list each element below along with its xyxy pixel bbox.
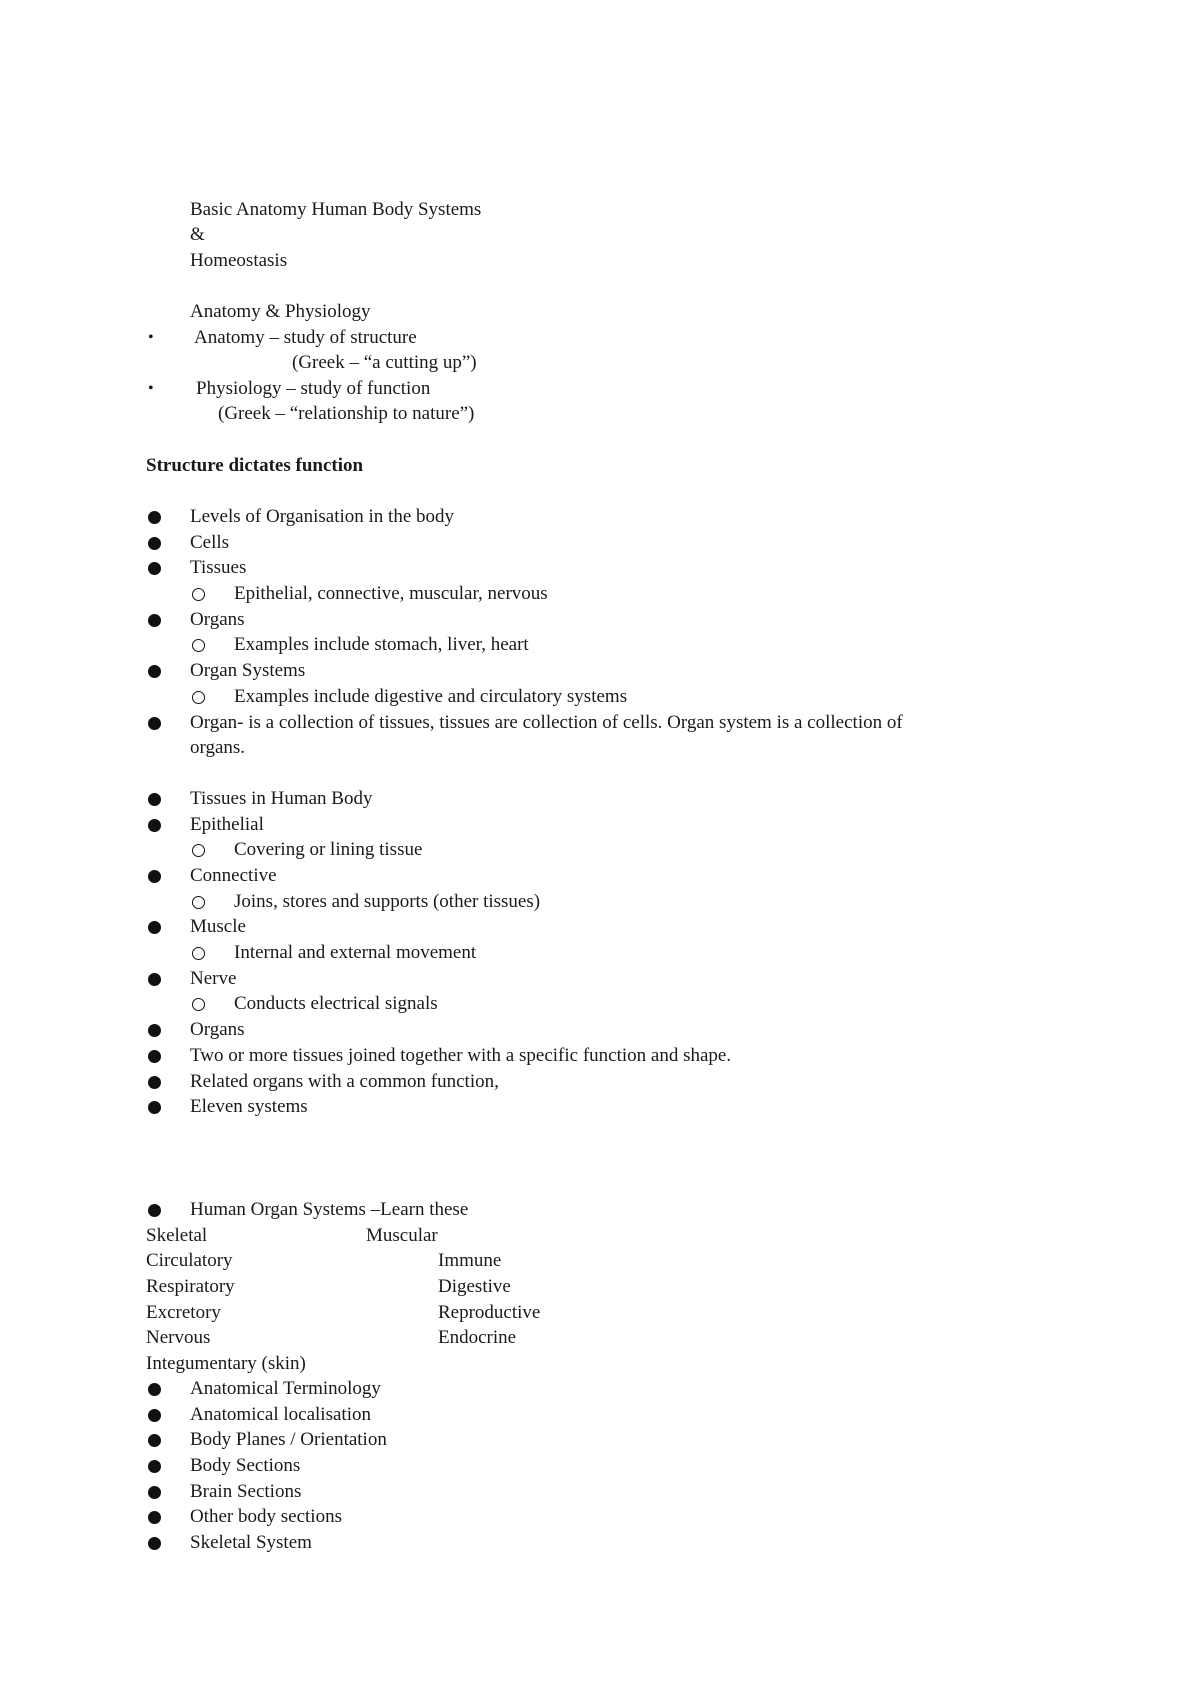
system-name: Nervous	[146, 1327, 211, 1348]
list-item: Nerve	[190, 968, 237, 989]
title-line-2: &	[190, 224, 205, 245]
anatomy-greek-note: (Greek – “a cutting up”)	[292, 352, 477, 373]
title-line-3: Homeostasis	[190, 250, 288, 271]
bullet-dot-icon	[148, 1101, 161, 1114]
list-subitem: Conducts electrical signals	[234, 993, 438, 1014]
system-name: Endocrine	[438, 1327, 517, 1348]
bullet-dot-icon	[148, 1486, 161, 1499]
list-subitem: Epithelial, connective, muscular, nervous	[234, 583, 548, 604]
bullet-dot-icon	[148, 511, 161, 524]
bullet-dot-icon	[148, 1383, 161, 1396]
list-subitem: Joins, stores and supports (other tissues)	[234, 891, 541, 912]
list-item: Anatomical Terminology	[190, 1378, 381, 1399]
list-item: Brain Sections	[190, 1481, 302, 1502]
bullet-dot-icon	[148, 973, 161, 986]
list-item: Skeletal System	[190, 1532, 312, 1553]
bullet-marker: •	[148, 380, 154, 397]
bullet-dot-icon	[148, 717, 161, 730]
list-subitem: Examples include stomach, liver, heart	[234, 634, 529, 655]
list-item: Epithelial	[190, 814, 264, 835]
bullet-circle-icon	[192, 844, 205, 857]
list-item-continuation: organs.	[190, 737, 246, 758]
list-item: Organ Systems	[190, 660, 306, 681]
bullet-circle-icon	[192, 588, 205, 601]
system-name: Skeletal	[146, 1225, 208, 1246]
bullet-dot-icon	[148, 665, 161, 678]
list-item: Connective	[190, 865, 277, 886]
bullet-dot-icon	[148, 1434, 161, 1447]
system-name: Digestive	[438, 1276, 511, 1297]
anatomy-definition: Anatomy – study of structure	[194, 327, 417, 348]
list-subitem: Examples include digestive and circulatory systems	[234, 686, 628, 707]
bullet-dot-icon	[148, 1024, 161, 1037]
system-name: Circulatory	[146, 1250, 233, 1271]
list-item: Levels of Organisation in the body	[190, 506, 455, 527]
bullet-dot-icon	[148, 793, 161, 806]
list-item: Other body sections	[190, 1506, 342, 1527]
system-name: Excretory	[146, 1302, 221, 1323]
bullet-dot-icon	[148, 921, 161, 934]
physiology-definition: Physiology – study of function	[196, 378, 431, 399]
system-name: Respiratory	[146, 1276, 235, 1297]
bullet-dot-icon	[148, 1204, 161, 1217]
bullet-marker: •	[148, 329, 154, 346]
list-item: Anatomical localisation	[190, 1404, 371, 1425]
structure-heading: Structure dictates function	[146, 455, 364, 476]
bullet-dot-icon	[148, 1076, 161, 1089]
bullet-dot-icon	[148, 614, 161, 627]
bullet-dot-icon	[148, 870, 161, 883]
bullet-dot-icon	[148, 1460, 161, 1473]
title-line-1: Basic Anatomy Human Body Systems	[190, 199, 482, 220]
bullet-circle-icon	[192, 691, 205, 704]
system-name: Reproductive	[438, 1302, 541, 1323]
list-item: Muscle	[190, 916, 246, 937]
bullet-dot-icon	[148, 819, 161, 832]
bullet-dot-icon	[148, 537, 161, 550]
bullet-circle-icon	[192, 639, 205, 652]
list-item: Organ- is a collection of tissues, tissues are collection of cells. Organ system is a collection of	[190, 712, 903, 733]
list-item: Body Sections	[190, 1455, 301, 1476]
list-subitem: Covering or lining tissue	[234, 839, 423, 860]
list-item: Two or more tissues joined together with a specific function and shape.	[190, 1045, 732, 1066]
bullet-circle-icon	[192, 896, 205, 909]
list-subitem: Internal and external movement	[234, 942, 477, 963]
list-item: Organs	[190, 609, 245, 630]
list-item: Body Planes / Orientation	[190, 1429, 387, 1450]
systems-heading: Human Organ Systems –Learn these	[190, 1199, 469, 1220]
physiology-greek-note: (Greek – “relationship to nature”)	[218, 403, 475, 424]
bullet-dot-icon	[148, 1050, 161, 1063]
bullet-dot-icon	[148, 1511, 161, 1524]
list-item: Tissues	[190, 557, 247, 578]
system-name: Integumentary (skin)	[146, 1353, 306, 1374]
bullet-circle-icon	[192, 947, 205, 960]
bullet-dot-icon	[148, 1409, 161, 1422]
bullet-dot-icon	[148, 562, 161, 575]
anatomy-physiology-heading: Anatomy & Physiology	[190, 301, 371, 322]
bullet-dot-icon	[148, 1537, 161, 1550]
system-name: Immune	[438, 1250, 502, 1271]
bullet-circle-icon	[192, 998, 205, 1011]
list-item: Cells	[190, 532, 230, 553]
list-item: Related organs with a common function,	[190, 1071, 499, 1092]
list-item: Tissues in Human Body	[190, 788, 373, 809]
system-name: Muscular	[366, 1225, 438, 1246]
list-item: Eleven systems	[190, 1096, 308, 1117]
list-item: Organs	[190, 1019, 245, 1040]
